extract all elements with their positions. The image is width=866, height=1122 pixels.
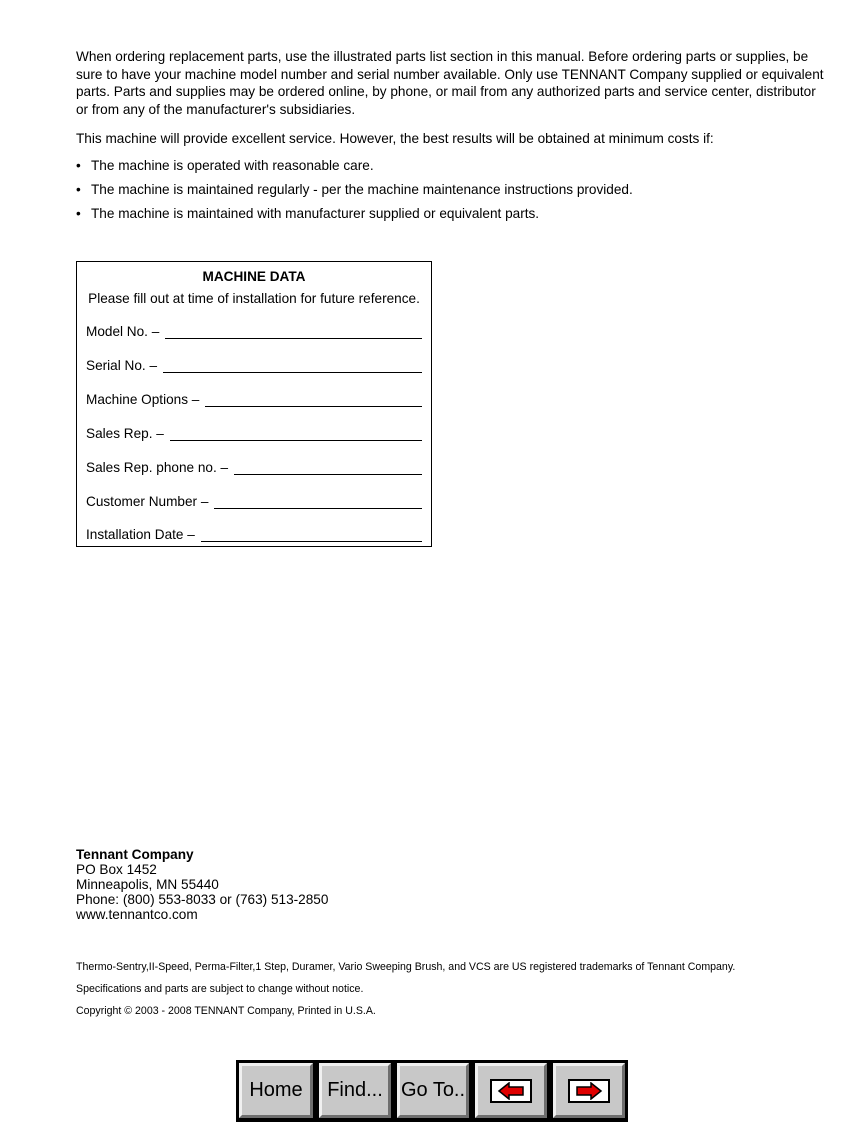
specs-notice: Specifications and parts are subject to change without notice. [76, 983, 364, 995]
navigation-bar [236, 1060, 628, 1122]
field-label: Model No. – [86, 324, 160, 339]
phone: Phone: (800) 553-8033 or (763) 513-2850 [76, 892, 329, 907]
right-arrow-icon [568, 1079, 610, 1103]
bullet-item: • The machine is maintained regularly - per the machine maintenance instructions provided. [76, 181, 828, 199]
company-name: Tennant Company [76, 847, 194, 862]
bullet-list [76, 157, 828, 229]
intro-paragraph: When ordering replacement parts, use the illustrated parts list section in this manual. Before ordering parts or supplies, be sure to have your machine model number and serial number available. Only use TENNANT Company supplied or equivalent parts. Parts and supplies may be ordered online, by phone, or mail from any authorized parts and service center, distributor or from any of the manufacturer's subsidiaries. [76, 49, 824, 117]
bullet-item: • The machine is operated with reasonable care. [76, 157, 828, 175]
field-label: Customer Number – [86, 494, 209, 509]
field-label: Sales Rep. – [86, 426, 164, 441]
fill-line [163, 360, 422, 373]
left-arrow-icon [490, 1079, 532, 1103]
machine-options-field [86, 389, 422, 407]
machine-data-box [76, 261, 432, 547]
field-label: Sales Rep. phone no. – [86, 460, 229, 475]
machine-data-subtitle: Please fill out at time of installation for future reference. [88, 291, 420, 306]
fill-line [234, 462, 422, 475]
city: Minneapolis, MN 55440 [76, 877, 219, 892]
previous-page-button[interactable] [475, 1063, 547, 1118]
sales-rep-field [86, 423, 422, 441]
po-box: PO Box 1452 [76, 862, 157, 877]
fill-line [205, 394, 422, 407]
machine-data-title: MACHINE DATA [202, 269, 306, 284]
fill-line [165, 326, 422, 339]
service-paragraph: This machine will provide excellent service. However, the best results will be obtained at minimum costs if: [76, 131, 714, 146]
fill-line [170, 428, 422, 441]
installation-date-field [86, 524, 422, 542]
field-label: Machine Options – [86, 392, 200, 407]
field-label: Installation Date – [86, 527, 195, 542]
home-button[interactable]: Home [239, 1063, 313, 1118]
copyright-notice: Copyright © 2003 - 2008 TENNANT Company, Printed in U.S.A. [76, 1005, 376, 1017]
bullet-item: • The machine is maintained with manufacturer supplied or equivalent parts. [76, 205, 828, 223]
field-label: Serial No. – [86, 358, 158, 373]
model-no-field [86, 321, 422, 339]
fill-line [201, 529, 422, 542]
website: www.tennantco.com [76, 907, 198, 922]
fill-line [214, 496, 422, 509]
next-page-button[interactable] [553, 1063, 625, 1118]
company-address [76, 847, 328, 922]
goto-button[interactable]: Go To.. [397, 1063, 469, 1118]
find-button[interactable]: Find... [319, 1063, 391, 1118]
customer-number-field [86, 491, 422, 509]
trademark-notice: Thermo-Sentry,II-Speed, Perma-Filter,1 Step, Duramer, Vario Sweeping Brush, and VCS are US registered trademarks of Tennant Company. [76, 961, 736, 973]
sales-rep-phone-field [86, 457, 422, 475]
serial-no-field [86, 355, 422, 373]
